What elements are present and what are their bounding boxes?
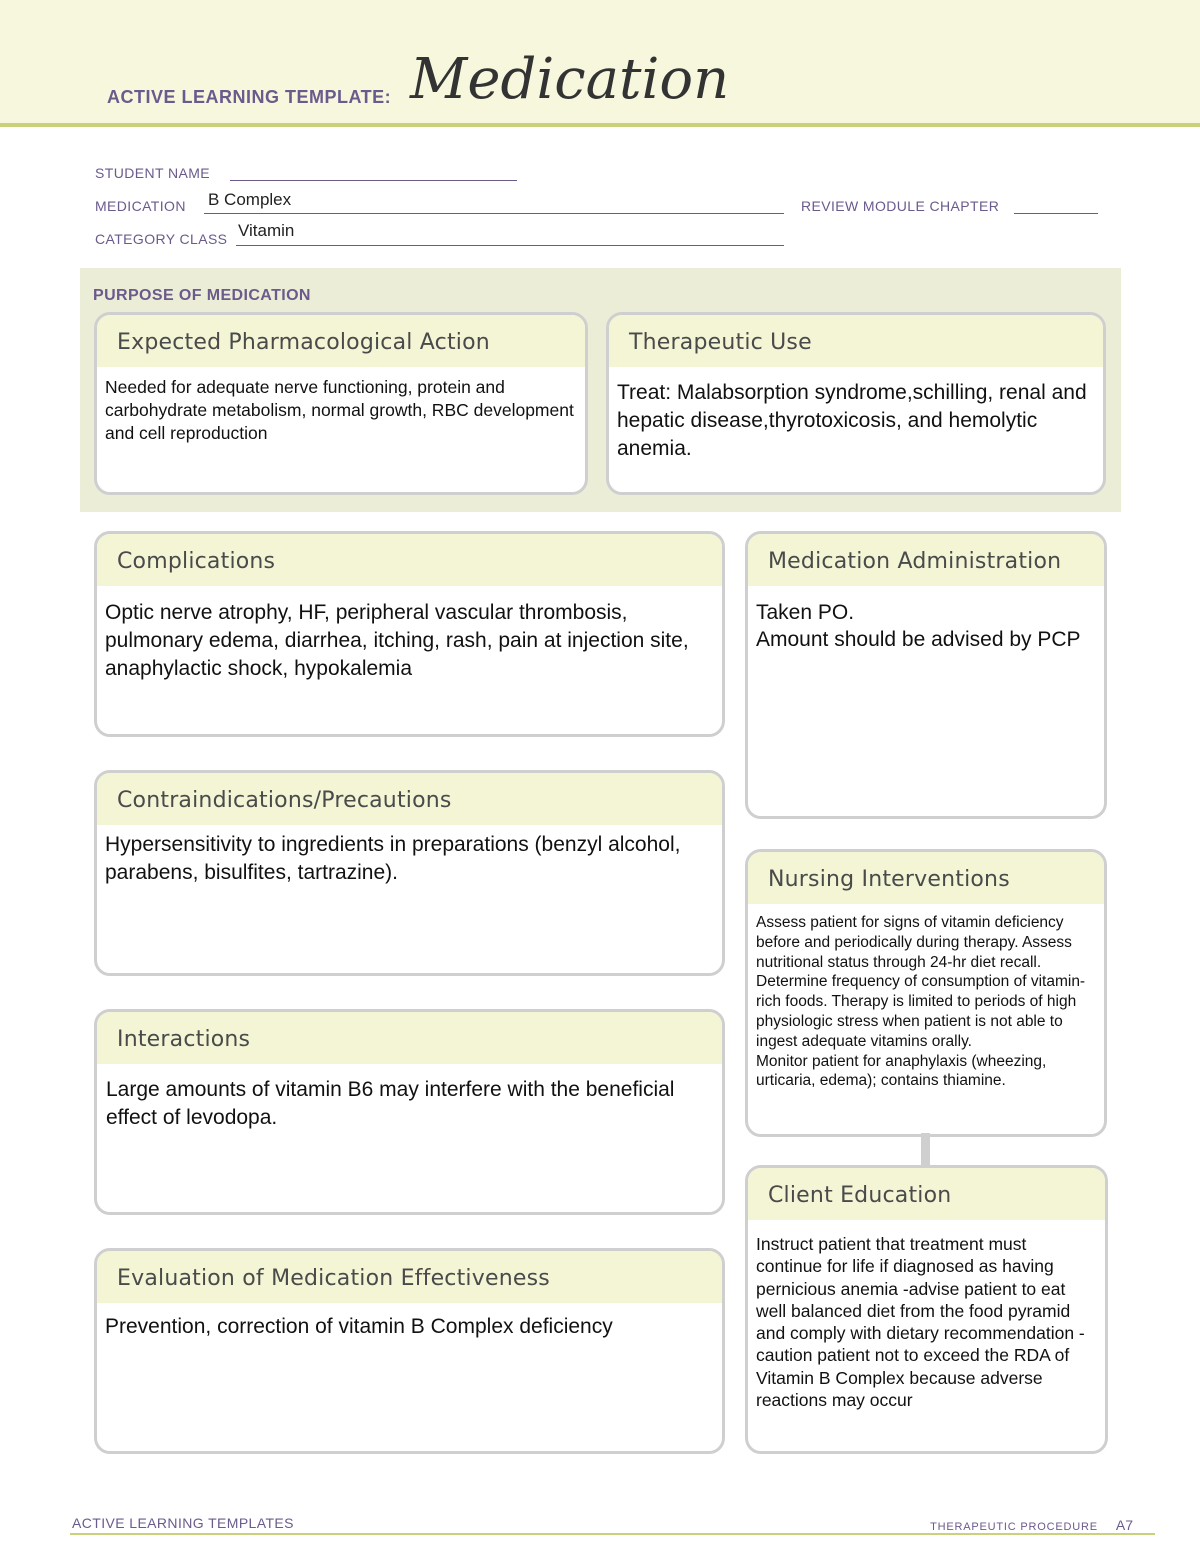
nursing-interventions-assessment: Assess patient for signs of vitamin deficiency before and periodically during therapy. Assess nutritional status through 24-hr diet recall. Determine frequency of consumption of vitamin-rich foods. Therapy is limited to periods of high physiologic stress when patient is not able to ingest adequate vitamins orally.	[756, 914, 1086, 1050]
contraindications-heading: Contraindications/Precautions	[97, 773, 722, 825]
student-name-label: STUDENT NAME	[95, 165, 210, 181]
footer-left: ACTIVE LEARNING TEMPLATES	[72, 1515, 294, 1531]
category-class-value: Vitamin	[238, 221, 295, 240]
evaluation-card	[94, 1248, 725, 1454]
student-name-field[interactable]	[230, 180, 517, 181]
nursing-interventions-heading: Nursing Interventions	[748, 852, 1104, 904]
medication-administration-body	[748, 586, 1104, 653]
footer-rule	[70, 1533, 1155, 1535]
evaluation-text: Prevention, correction of vitamin B Complex deficiency	[105, 1315, 613, 1338]
category-class-field[interactable]	[236, 245, 784, 246]
complications-heading: Complications	[97, 534, 722, 586]
complications-card	[94, 531, 725, 737]
page-title: Medication	[410, 47, 730, 112]
client-education-card	[745, 1165, 1108, 1454]
nursing-interventions-card	[745, 849, 1107, 1137]
template-label: ACTIVE LEARNING TEMPLATE:	[107, 87, 392, 107]
medication-administration-card	[745, 531, 1107, 819]
complications-text: Optic nerve atrophy, HF, peripheral vascular thrombosis, pulmonary edema, diarrhea, itching, rash, pain at injection site, anaphylactic shock, hypokalemia	[105, 601, 689, 680]
therapeutic-use-heading: Therapeutic Use	[609, 315, 1103, 367]
card-connector	[921, 1133, 930, 1166]
therapeutic-use-card	[606, 312, 1106, 495]
review-module-label: REVIEW MODULE CHAPTER	[801, 198, 1000, 214]
administration-route: Taken PO.	[756, 601, 855, 624]
medication-label: MEDICATION	[95, 198, 186, 214]
page-number: A7	[1115, 1517, 1133, 1533]
contraindications-text: Hypersensitivity to ingredients in preparations (benzyl alcohol, parabens, bisulfites, tartrazine).	[105, 833, 681, 884]
nursing-interventions-body	[748, 904, 1104, 1091]
footer-section: THERAPEUTIC PROCEDURE	[930, 1521, 1098, 1533]
administration-amount: Amount should be advised by PCP	[756, 628, 1081, 651]
client-education-text: Instruct patient that treatment must continue for life if diagnosed as having pernicious anemia -advise patient to eat well balanced diet from the food pyramid and comply with dietary recommendation -caution patient not to exceed the RDA of Vitamin B Complex because adverse reactions may occur	[756, 1234, 1085, 1411]
review-module-field[interactable]	[1014, 213, 1098, 214]
expected-action-text: Needed for adequate nerve functioning, protein and carbohydrate metabolism, normal growth, RBC development and cell reproduction	[105, 377, 574, 443]
category-class-label: CATEGORY CLASS	[95, 231, 228, 247]
therapeutic-use-text: Treat: Malabsorption syndrome,schilling, renal and hepatic disease,thyrotoxicosis, and hemolytic anemia.	[617, 381, 1087, 460]
nursing-interventions-monitoring: Monitor patient for anaphylaxis (wheezing, urticaria, edema); contains thiamine.	[756, 1052, 1047, 1090]
purpose-title: PURPOSE OF MEDICATION	[93, 287, 311, 304]
client-education-heading: Client Education	[748, 1168, 1105, 1220]
header-rule	[0, 123, 1200, 127]
evaluation-heading: Evaluation of Medication Effectiveness	[97, 1251, 722, 1303]
expected-action-card	[94, 312, 588, 495]
expected-action-heading: Expected Pharmacological Action	[97, 315, 585, 367]
interactions-text: Large amounts of vitamin B6 may interfere with the beneficial effect of levodopa.	[106, 1078, 675, 1129]
interactions-card	[94, 1009, 725, 1215]
medication-field[interactable]	[204, 213, 784, 214]
contraindications-card	[94, 770, 725, 976]
interactions-heading: Interactions	[97, 1012, 722, 1064]
medication-value: B Complex	[208, 190, 292, 209]
footer-right	[930, 1517, 1133, 1533]
medication-administration-heading: Medication Administration	[748, 534, 1104, 586]
